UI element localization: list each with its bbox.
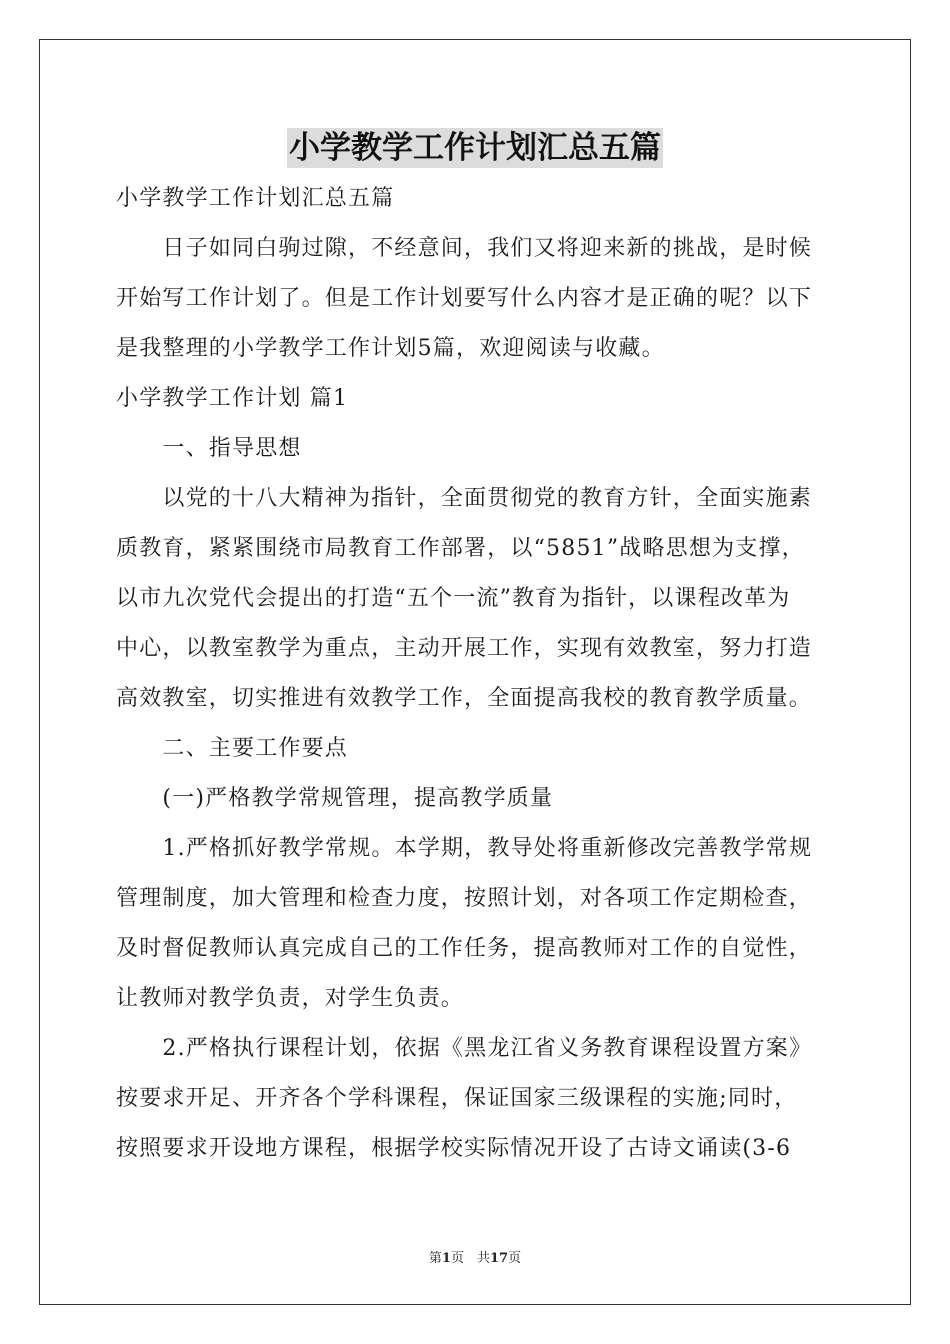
text-line: 高效教室，切实推进有效教学工作，全面提高我校的教育教学质量。 — [116, 686, 813, 711]
footer-middle: 页 共 — [450, 1251, 490, 1266]
text-line: 开始写工作计划了。但是工作计划要写什么内容才是正确的呢？以下 — [116, 286, 813, 311]
text-line: 是我整理的小学教学工作计划5篇，欢迎阅读与收藏。 — [116, 336, 665, 361]
text-line: 按照要求开设地方课程，根据学校实际情况开设了古诗文诵读(3-6 — [116, 1136, 792, 1161]
text-line: 小学教学工作计划 篇1 — [116, 386, 349, 411]
page-border — [39, 39, 911, 1305]
text-line: 小学教学工作计划汇总五篇 — [116, 186, 395, 211]
title-container — [0, 128, 950, 168]
text-line: 管理制度，加大管理和检查力度，按照计划，对各项工作定期检查， — [116, 886, 813, 911]
footer-total-pages: 17 — [489, 1251, 509, 1266]
text-line: 2.严格执行课程计划，依据《黑龙江省义务教育课程设置方案》 — [116, 1036, 813, 1061]
text-line: 质教育，紧紧围绕市局教育工作部署，以“5851”战略思想为支撑， — [116, 536, 805, 561]
text-line: 一、指导思想 — [116, 436, 302, 461]
text-line: 及时督促教师认真完成自己的工作任务，提高教师对工作的自觉性， — [116, 936, 813, 961]
text-line: 以市九次党代会提出的打造“五个一流”教育为指针，以课程改革为 — [116, 586, 791, 611]
text-line: 按要求开足、开齐各个学科课程，保证国家三级课程的实施;同时， — [116, 1086, 798, 1111]
text-line: 以党的十八大精神为指针，全面贯彻党的教育方针，全面实施素 — [116, 486, 813, 511]
footer-page-number: 1 — [441, 1251, 451, 1266]
text-line: 让教师对教学负责，对学生负责。 — [116, 986, 465, 1011]
text-line: (一)严格教学常规管理，提高教学质量 — [116, 786, 554, 811]
footer-prefix: 第 — [428, 1251, 442, 1266]
footer-suffix: 页 — [508, 1251, 522, 1266]
text-line: 二、主要工作要点 — [116, 736, 349, 761]
text-line: 1.严格抓好教学常规。本学期，教导处将重新修改完善教学常规 — [116, 836, 813, 861]
page-footer — [0, 1247, 950, 1266]
text-line: 日子如同白驹过隙，不经意间，我们又将迎来新的挑战，是时候 — [116, 236, 813, 261]
text-line: 中心，以教室教学为重点，主动开展工作，实现有效教室，努力打造 — [116, 636, 813, 661]
document-title: 小学教学工作计划汇总五篇 — [289, 130, 661, 166]
